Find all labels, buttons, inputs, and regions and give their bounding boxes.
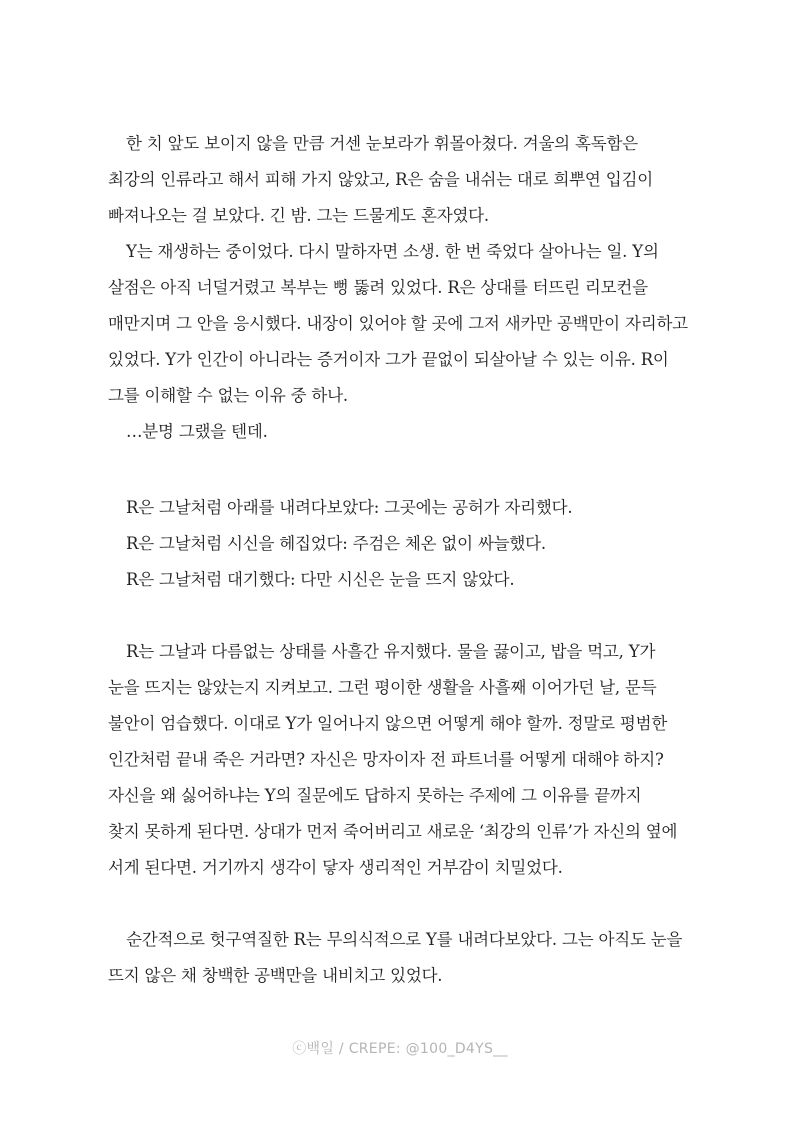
text-line: 서게 된다면. 거기까지 생각이 닿자 생리적인 거부감이 치밀었다. xyxy=(108,858,563,877)
text-line: 자신을 왜 싫어하냐는 Y의 질문에도 답하지 못하는 주제에 그 이유를 끝까지 xyxy=(108,786,642,805)
text-line: 순간적으로 헛구역질한 R는 무의식적으로 Y를 내려다보았다. 그는 아직도 눈을 xyxy=(126,930,683,949)
text-line: 최강의 인류라고 해서 피해 가지 않았고, R은 숨을 내쉬는 대로 희뿌연 입김이 xyxy=(108,170,653,189)
text-line: 한 치 앞도 보이지 않을 만큼 거센 눈보라가 휘몰아쳤다. 겨울의 혹독함은 xyxy=(126,134,638,153)
text-line: R은 그날처럼 아래를 내려다보았다: 그곳에는 공허가 자리했다. xyxy=(126,498,573,517)
text-line: 살점은 아직 너덜거렸고 복부는 뻥 뚫려 있었다. R은 상대를 터뜨린 리모컨을 xyxy=(108,278,648,297)
text-line: 불안이 엄습했다. 이대로 Y가 일어나지 않으면 어떻게 해야 할까. 정말로 평범한 xyxy=(108,714,668,733)
text-line: 빠져나오는 걸 보았다. 긴 밤. 그는 드물게도 혼자였다. xyxy=(108,206,489,225)
text-line: 인간처럼 끝내 죽은 거라면? 자신은 망자이자 전 파트너를 어떻게 대해야 하지? xyxy=(108,750,664,769)
paragraph-closing xyxy=(108,922,698,994)
text-line: R은 그날처럼 시신을 헤집었다: 주검은 체온 없이 싸늘했다. xyxy=(126,534,546,553)
text-line: 매만지며 그 안을 응시했다. 내장이 있어야 할 곳에 그저 새카만 공백만이 자리하고 xyxy=(108,314,688,333)
text-line: Y는 재생하는 중이었다. 다시 말하자면 소생. 한 번 죽었다 살아나는 일. Y의 xyxy=(126,242,659,261)
text-line: …분명 그랬을 텐데. xyxy=(126,422,268,441)
author-credit: ⓒ백일 / CREPE: @100_D4YS__ xyxy=(292,1041,508,1057)
text-line: 눈을 뜨지는 않았는지 지켜보고. 그런 평이한 생활을 사흘째 이어가던 날, 문득 xyxy=(108,678,657,697)
paragraph-repetition xyxy=(108,490,698,598)
text-line: R는 그날과 다름없는 상태를 사흘간 유지했다. 물을 끓이고, 밥을 먹고, Y가 xyxy=(126,642,656,661)
text-line: 있었다. Y가 인간이 아니라는 증거이자 그가 끝없이 되살아날 수 있는 이유. R이 xyxy=(108,350,669,369)
text-line: 찾지 못하게 된다면. 상대가 먼저 죽어버리고 새로운 ‘최강의 인류’가 자신의 옆에 xyxy=(108,822,678,841)
text-line: 뜨지 않은 채 창백한 공백만을 내비치고 있었다. xyxy=(108,966,443,985)
paragraph-anxiety xyxy=(108,634,698,886)
text-line: 그를 이해할 수 없는 이유 중 하나. xyxy=(108,386,348,405)
text-line: R은 그날처럼 대기했다: 다만 시신은 눈을 뜨지 않았다. xyxy=(126,570,515,589)
paragraph-opening xyxy=(108,126,698,450)
